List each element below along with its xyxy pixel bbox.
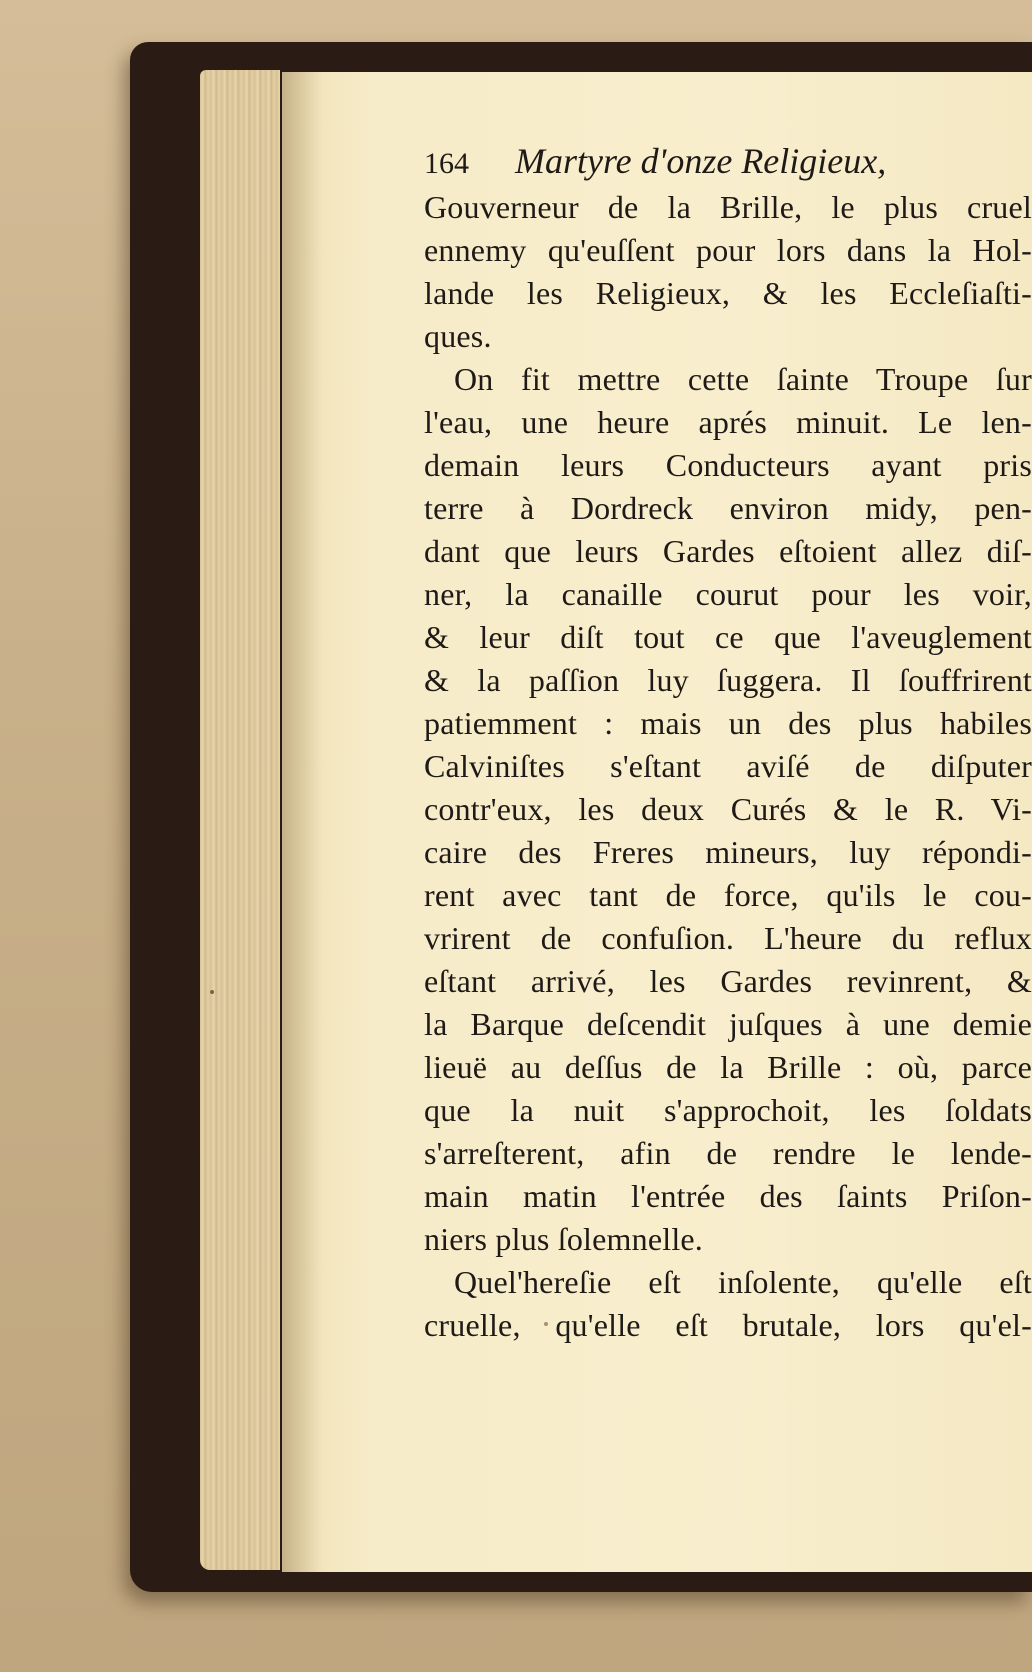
text-line: dant que leurs Gardes eſtoient allez diſ- (424, 533, 1032, 569)
text-line: cruelle, qu'elle eſt brutale, lors qu'el- (424, 1307, 1032, 1343)
text-line: demain leurs Conducteurs ayant pris (424, 447, 1032, 483)
text-line: que la nuit s'approchoit, les ſoldats (424, 1092, 1032, 1128)
text-line: lande les Religieux, & les Eccleſiaſti- (424, 275, 1032, 311)
running-head (424, 136, 1032, 186)
text-line: Gouverneur de la Brille, le plus cruel (424, 189, 1032, 225)
text-line: lieuë au deſſus de la Brille : où, parce (424, 1049, 1032, 1085)
text-line: patiemment : mais un des plus habiles (424, 705, 1032, 741)
paper-speck (210, 990, 214, 994)
text-line: Calviniſtes s'eſtant aviſé de diſputer (424, 748, 1032, 784)
page-number: 164 (424, 147, 469, 180)
running-title: Martyre d'onze Religieux, (515, 141, 887, 181)
text-line: vrirent de confuſion. L'heure du reflux (424, 920, 1032, 956)
text-line: la Barque deſcendit juſques à une demie (424, 1006, 1032, 1042)
text-line: s'arreſterent, afin de rendre le lende- (424, 1135, 1032, 1171)
text-line: terre à Dordreck environ midy, pen- (424, 490, 1032, 526)
text-line: caire des Freres mineurs, luy répondi- (424, 834, 1032, 870)
text-line: niers plus ſolemnelle. (424, 1221, 704, 1257)
text-line: Quel'hereſie eſt inſolente, qu'elle eſt (454, 1264, 1032, 1300)
page-edges (200, 70, 280, 1570)
text-line: eſtant arrivé, les Gardes revinrent, & (424, 963, 1032, 999)
text-line: & la paſſion luy ſuggera. Il ſouffrirent (424, 662, 1032, 698)
text-line: & leur diſt tout ce que l'aveuglement (424, 619, 1032, 655)
gutter-shadow (282, 72, 322, 1572)
text-line: main matin l'entrée des ſaints Priſon- (424, 1178, 1032, 1214)
text-line: rent avec tant de force, qu'ils le cou- (424, 877, 1032, 913)
text-line: l'eau, une heure aprés minuit. Le len- (424, 404, 1032, 440)
text-line: contr'eux, les deux Curés & le R. Vi- (424, 791, 1032, 827)
page-text (424, 136, 1032, 1347)
text-line: ques. (424, 318, 492, 354)
text-line: ennemy qu'euſſent pour lors dans la Hol- (424, 232, 1032, 268)
text-line: ner, la canaille courut pour les voir, (424, 576, 1032, 612)
text-line: On fit mettre cette ſainte Troupe ſur (454, 361, 1032, 397)
